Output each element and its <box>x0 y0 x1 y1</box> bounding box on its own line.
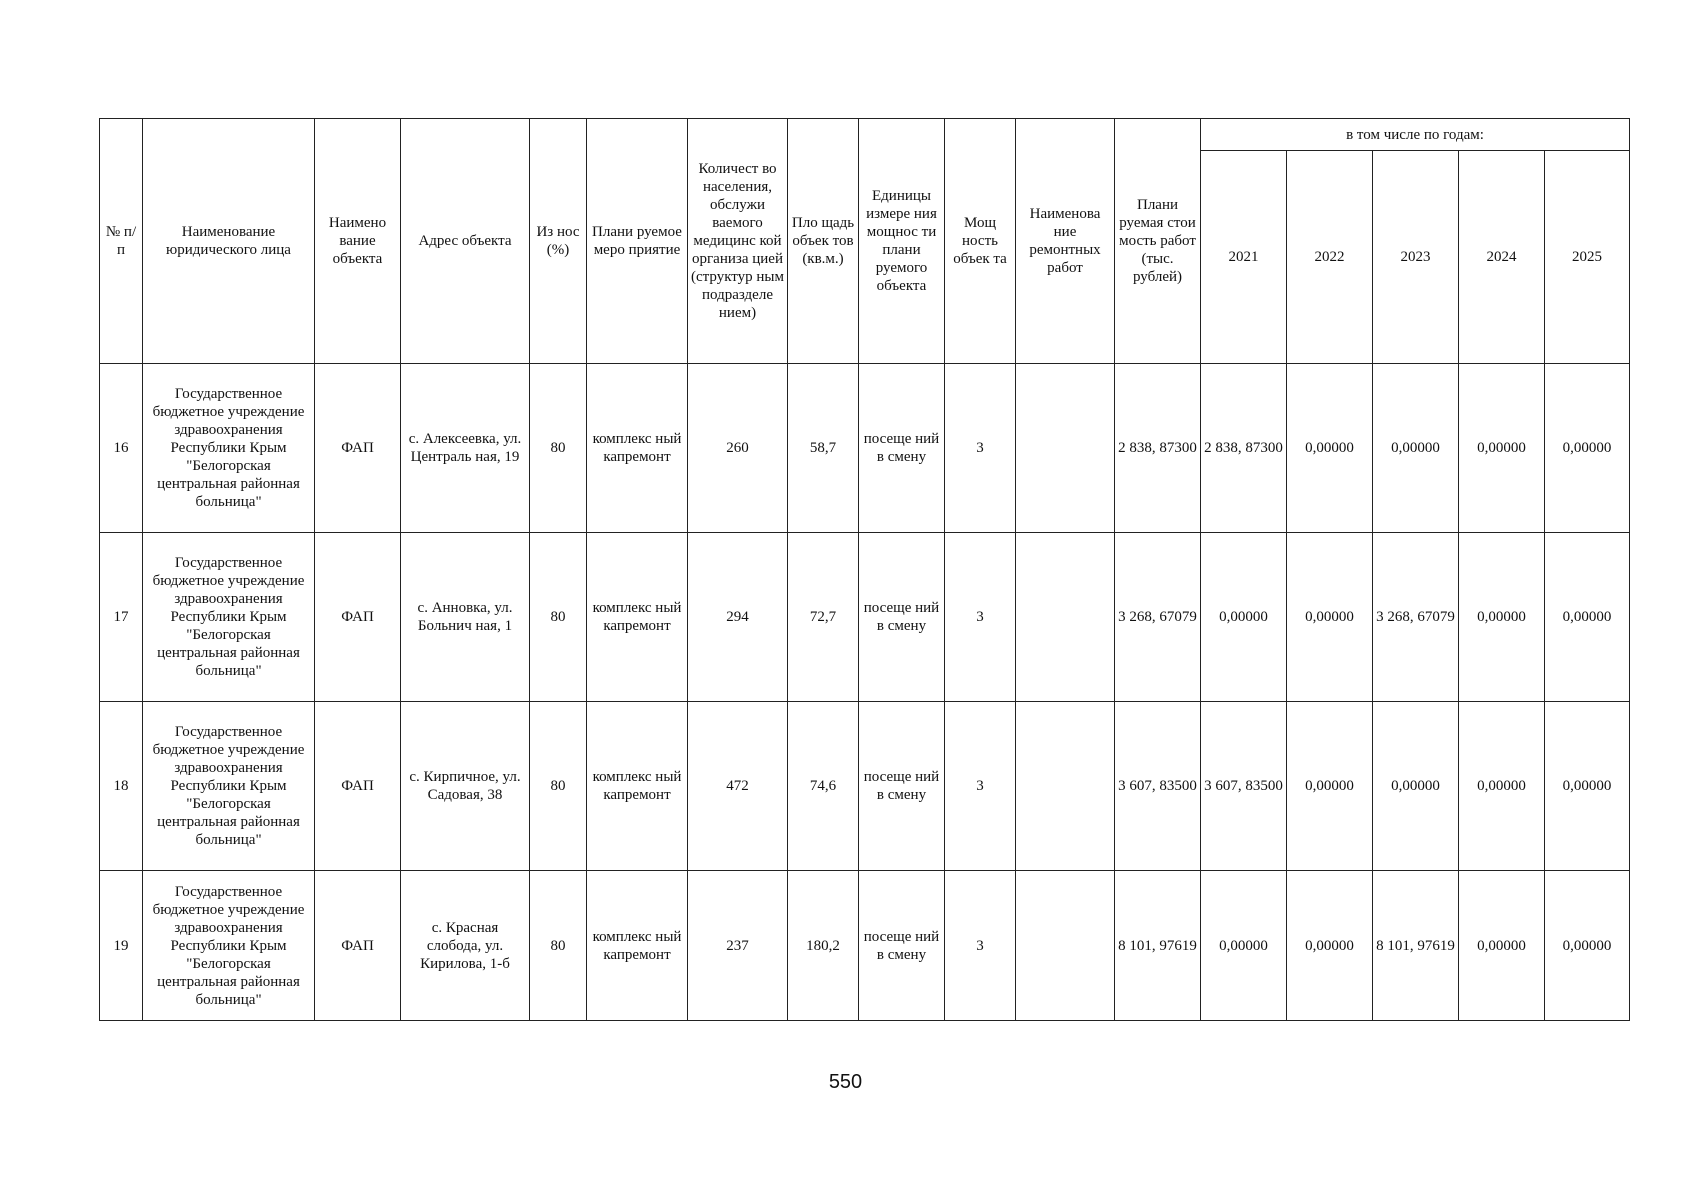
cell-num: 17 <box>100 533 143 702</box>
cell-capacity-unit: посеще ний в смену <box>859 533 945 702</box>
cell-2021: 0,00000 <box>1201 533 1287 702</box>
cell-repair-works <box>1016 364 1115 533</box>
cell-num: 19 <box>100 871 143 1021</box>
cell-population: 472 <box>688 702 788 871</box>
cell-2021: 0,00000 <box>1201 871 1287 1021</box>
table-row <box>100 364 1630 533</box>
header-years-group: в том числе по годам: <box>1201 119 1630 151</box>
cell-wear: 80 <box>530 364 587 533</box>
cell-population: 294 <box>688 533 788 702</box>
table-row <box>100 871 1630 1021</box>
cell-2024: 0,00000 <box>1459 702 1545 871</box>
cell-capacity: 3 <box>945 702 1016 871</box>
cell-population: 237 <box>688 871 788 1021</box>
header-year-2021: 2021 <box>1201 151 1287 364</box>
cell-num: 18 <box>100 702 143 871</box>
cell-2022: 0,00000 <box>1287 364 1373 533</box>
cell-planned-cost: 2 838, 87300 <box>1115 364 1201 533</box>
cell-wear: 80 <box>530 702 587 871</box>
header-year-2023: 2023 <box>1373 151 1459 364</box>
cell-planned-action: комплекс ный капремонт <box>587 533 688 702</box>
cell-legal-entity: Государственное бюджетное учреждение здравоохранения Республики Крым "Белогорская центральная районная больница" <box>143 702 315 871</box>
cell-object-name: ФАП <box>315 871 401 1021</box>
header-address: Адрес объекта <box>401 119 530 364</box>
cell-planned-action: комплекс ный капремонт <box>587 702 688 871</box>
cell-legal-entity: Государственное бюджетное учреждение здравоохранения Республики Крым "Белогорская центральная районная больница" <box>143 871 315 1021</box>
cell-repair-works <box>1016 702 1115 871</box>
cell-2024: 0,00000 <box>1459 533 1545 702</box>
cell-address: с. Алексеевка, ул. Централь ная, 19 <box>401 364 530 533</box>
cell-address: с. Анновка, ул. Больнич ная, 1 <box>401 533 530 702</box>
cell-area: 58,7 <box>788 364 859 533</box>
cell-planned-action: комплекс ный капремонт <box>587 364 688 533</box>
cell-address: с. Красная слобода, ул. Кирилова, 1-б <box>401 871 530 1021</box>
header-row-top <box>100 119 1630 151</box>
cell-planned-cost: 3 607, 83500 <box>1115 702 1201 871</box>
table-row <box>100 533 1630 702</box>
header-capacity: Мощ ность объек та <box>945 119 1016 364</box>
cell-2025: 0,00000 <box>1545 364 1630 533</box>
cell-2024: 0,00000 <box>1459 871 1545 1021</box>
header-object-name: Наимено вание объекта <box>315 119 401 364</box>
cell-address: с. Кирпичное, ул. Садовая, 38 <box>401 702 530 871</box>
cell-area: 180,2 <box>788 871 859 1021</box>
cell-legal-entity: Государственное бюджетное учреждение здравоохранения Республики Крым "Белогорская центральная районная больница" <box>143 533 315 702</box>
header-repair-works: Наименова ние ремонтных работ <box>1016 119 1115 364</box>
cell-legal-entity: Государственное бюджетное учреждение здравоохранения Республики Крым "Белогорская центральная районная больница" <box>143 364 315 533</box>
cell-planned-cost: 3 268, 67079 <box>1115 533 1201 702</box>
header-year-2024: 2024 <box>1459 151 1545 364</box>
cell-object-name: ФАП <box>315 533 401 702</box>
header-area: Пло щадь объек тов (кв.м.) <box>788 119 859 364</box>
header-planned-cost: Плани руемая стои мость работ (тыс. рублей) <box>1115 119 1201 364</box>
cell-capacity-unit: посеще ний в смену <box>859 871 945 1021</box>
cell-capacity: 3 <box>945 533 1016 702</box>
cell-capacity: 3 <box>945 364 1016 533</box>
cell-2023: 3 268, 67079 <box>1373 533 1459 702</box>
cell-planned-action: комплекс ный капремонт <box>587 871 688 1021</box>
cell-2025: 0,00000 <box>1545 702 1630 871</box>
table-row <box>100 702 1630 871</box>
cell-area: 72,7 <box>788 533 859 702</box>
header-wear: Из нос (%) <box>530 119 587 364</box>
cell-population: 260 <box>688 364 788 533</box>
header-num: № п/п <box>100 119 143 364</box>
facilities-table <box>99 118 1630 1021</box>
cell-2022: 0,00000 <box>1287 533 1373 702</box>
cell-2023: 8 101, 97619 <box>1373 871 1459 1021</box>
header-legal-entity: Наименование юридического лица <box>143 119 315 364</box>
cell-area: 74,6 <box>788 702 859 871</box>
cell-2021: 2 838, 87300 <box>1201 364 1287 533</box>
cell-2022: 0,00000 <box>1287 871 1373 1021</box>
cell-capacity: 3 <box>945 871 1016 1021</box>
cell-object-name: ФАП <box>315 364 401 533</box>
header-capacity-unit: Единицы измере ния мощнос ти плани руемого объекта <box>859 119 945 364</box>
page-number: 550 <box>828 1071 863 1093</box>
cell-2025: 0,00000 <box>1545 533 1630 702</box>
cell-repair-works <box>1016 871 1115 1021</box>
header-planned-action: Плани руемое меро приятие <box>587 119 688 364</box>
cell-capacity-unit: посеще ний в смену <box>859 702 945 871</box>
cell-2023: 0,00000 <box>1373 702 1459 871</box>
cell-2024: 0,00000 <box>1459 364 1545 533</box>
header-year-2022: 2022 <box>1287 151 1373 364</box>
cell-wear: 80 <box>530 533 587 702</box>
cell-2022: 0,00000 <box>1287 702 1373 871</box>
cell-2025: 0,00000 <box>1545 871 1630 1021</box>
cell-object-name: ФАП <box>315 702 401 871</box>
cell-wear: 80 <box>530 871 587 1021</box>
cell-repair-works <box>1016 533 1115 702</box>
cell-2021: 3 607, 83500 <box>1201 702 1287 871</box>
cell-planned-cost: 8 101, 97619 <box>1115 871 1201 1021</box>
cell-2023: 0,00000 <box>1373 364 1459 533</box>
cell-capacity-unit: посеще ний в смену <box>859 364 945 533</box>
cell-num: 16 <box>100 364 143 533</box>
header-population: Количест во населения, обслужи ваемого медицинс кой организа цией (структур ным подразделе нием) <box>688 119 788 364</box>
header-year-2025: 2025 <box>1545 151 1630 364</box>
